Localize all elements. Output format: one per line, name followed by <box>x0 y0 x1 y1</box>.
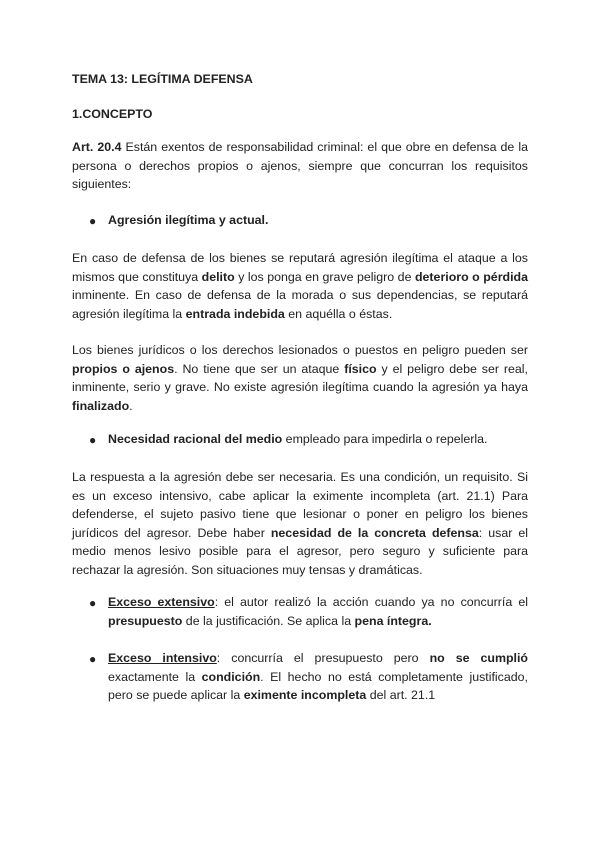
exceso-intensivo-item: Exceso intensivo: concurría el presupuesto pero no se cumplió exactamente la condición. El hecho no está completamente justificado, pero se puede aplicar la eximente incompleta del art. 21.1 <box>108 651 528 703</box>
bullet-icon: ● <box>89 596 97 610</box>
requirement-1: Agresión ilegítima y actual. <box>108 213 269 227</box>
requirement-2: Necesidad racional del medio empleado para impedirla o repelerla. <box>108 432 488 446</box>
paragraph-bienes-juridicos: Los bienes jurídicos o los derechos lesionados o puestos en peligro pueden ser propios o ajenos. No tiene que ser un ataque físico y el peligro debe ser real, inminente, serio y grave. No existe agresión ilegítima cuando la agresión ya haya finalizado. <box>72 343 528 413</box>
paragraph-bienes: En caso de defensa de los bienes se reputará agresión ilegítima el ataque a los mismos que constituya delito y los ponga en grave peligro de deterioro o pérdida inminente. En caso de defensa de la morada o sus dependencias, se reputará agresión ilegítima la entrada indebida en aquélla o éstas. <box>72 251 528 321</box>
article-paragraph: Art. 20.4 Están exentos de responsabilidad criminal: el que obre en defensa de la persona o derechos propios o ajenos, siempre que concurran los requisitos siguientes: <box>72 140 528 192</box>
bullet-icon: ● <box>89 433 97 447</box>
bullet-icon: ● <box>89 214 97 228</box>
page-title: TEMA 13: LEGÍTIMA DEFENSA <box>72 72 253 86</box>
article-ref: Art. 20.4 <box>72 140 122 154</box>
bullet-icon: ● <box>89 652 97 666</box>
exceso-extensivo-item: Exceso extensivo: el autor realizó la acción cuando ya no concurría el presupuesto de la justificación. Se aplica la pena íntegra. <box>108 595 528 628</box>
paragraph-respuesta: La respuesta a la agresión debe ser necesaria. Es una condición, un requisito. Si es un exceso intensivo, cabe aplicar la eximente incompleta (art. 21.1) Para defenderse, el sujeto pasivo tiene que lesionar o poner en peligro los bienes jurídicos del agresor. Debe haber necesidad de la concreta defensa: usar el medio menos lesivo posible para el agresor, pero seguro y suficiente para rechazar la agresión. Son situaciones muy tensas y dramáticas. <box>72 470 529 577</box>
section-heading: 1.CONCEPTO <box>72 107 153 121</box>
